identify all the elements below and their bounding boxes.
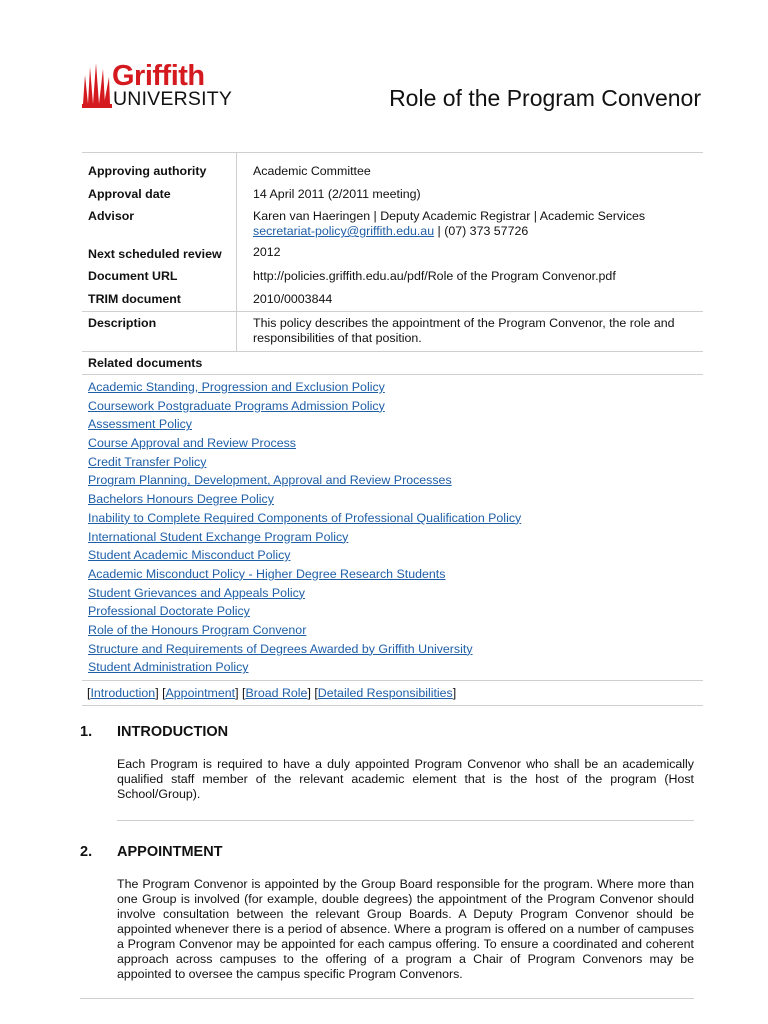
related-document-link[interactable]: International Student Exchange Program Policy <box>88 529 349 544</box>
meta-label: Document URL <box>88 269 178 283</box>
meta-value: 2012 <box>253 245 281 259</box>
advisor-phone: | (07) 373 57726 <box>434 224 529 238</box>
related-document-link[interactable]: Structure and Requirements of Degrees Awarded by Griffith University <box>88 641 473 656</box>
meta-value: 14 April 2011 (2/2011 meeting) <box>253 187 421 201</box>
advisor-name: Karen van Haeringen | Deputy Academic Registrar | Academic Services <box>253 209 646 223</box>
griffith-logo <box>82 61 262 113</box>
section-nav: [Introduction] [Appointment] [Broad Role] [Detailed Responsibilities] <box>87 686 457 700</box>
meta-value: This policy describes the appointment of the Program Convenor, the role and responsibilities of that position. <box>253 316 675 345</box>
nav-link-introduction[interactable]: Introduction <box>90 686 156 700</box>
related-document-link[interactable]: Professional Doctorate Policy <box>88 604 250 619</box>
nav-link-appointment[interactable]: Appointment <box>165 686 236 700</box>
meta-value: Academic Committee <box>253 164 371 178</box>
meta-value <box>253 209 701 239</box>
advisor-email-link[interactable]: secretariat-policy@griffith.edu.au <box>253 224 435 238</box>
related-document-link[interactable]: Credit Transfer Policy <box>88 454 207 469</box>
divider <box>117 820 694 821</box>
meta-label: Approving authority <box>88 164 207 178</box>
meta-value: http://policies.griffith.edu.au/pdf/Role of the Program Convenor.pdf <box>253 269 616 283</box>
related-documents-heading: Related documents <box>88 356 203 370</box>
related-document-link[interactable]: Bachelors Honours Degree Policy <box>88 492 274 507</box>
section-heading-introduction: INTRODUCTION <box>117 724 229 740</box>
divider <box>82 152 703 153</box>
related-documents-list <box>88 379 698 678</box>
related-document-link[interactable]: Course Approval and Review Process <box>88 436 296 451</box>
griffith-logo-mark-icon <box>82 63 112 109</box>
logo-wordmark-university: UNIVERSITY <box>113 88 233 110</box>
meta-label: Approval date <box>88 187 171 201</box>
appointment-paragraph: The Program Convenor is appointed by the Group Board responsible for the program. Where more than one Group is involved (for example, double degrees) the appointment of the Program Convenor should involve consultation between the relevant Group Boards. A Deputy Program Convenor should be appointed whenever there is a period of absence. Where a program is offered on a number of campuses a Program Convenor may be appointed for each campus offering. To ensure a coordinated and coherent approach across campuses to the offering of a program a Chair of Program Convenors may be appointed to oversee the campus specific Program Convenors. <box>117 877 694 981</box>
related-document-link[interactable]: Student Academic Misconduct Policy <box>88 548 291 563</box>
page-title: Role of the Program Convenor <box>389 85 701 111</box>
divider <box>82 351 703 352</box>
meta-label: TRIM document <box>88 292 181 306</box>
related-document-link[interactable]: Student Administration Policy <box>88 660 249 675</box>
divider <box>82 705 703 706</box>
introduction-paragraph: Each Program is required to have a duly appointed Program Convenor who shall be an academically qualified staff member of the relevant academic element that is the host of the program (Host School/Group). <box>117 757 694 801</box>
nav-link-detailed-responsibilities[interactable]: Detailed Responsibilities <box>317 686 453 700</box>
section-number: 2. <box>80 844 93 860</box>
related-document-link[interactable]: Student Grievances and Appeals Policy <box>88 585 305 600</box>
divider <box>80 998 694 999</box>
divider <box>82 374 703 375</box>
related-document-link[interactable]: Academic Standing, Progression and Exclusion Policy <box>88 380 385 394</box>
related-document-link[interactable]: Program Planning, Development, Approval and Review Processes <box>88 473 452 488</box>
logo-wordmark-griffith: Griffith <box>112 60 205 92</box>
meta-label: Description <box>88 316 157 330</box>
related-document-link[interactable]: Academic Misconduct Policy - Higher Degree Research Students <box>88 566 446 581</box>
section-number: 1. <box>80 724 93 740</box>
related-document-link[interactable]: Role of the Honours Program Convenor <box>88 622 307 637</box>
related-document-link[interactable]: Assessment Policy <box>88 417 192 432</box>
related-document-link[interactable]: Coursework Postgraduate Programs Admission Policy <box>88 398 385 413</box>
table-column-divider <box>236 152 237 352</box>
section-heading-appointment: APPOINTMENT <box>117 844 223 860</box>
divider <box>82 680 703 681</box>
nav-link-broad-role[interactable]: Broad Role <box>245 686 308 700</box>
meta-label: Next scheduled review <box>88 247 222 261</box>
divider <box>82 311 703 312</box>
related-document-link[interactable]: Inability to Complete Required Components of Professional Qualification Policy <box>88 510 522 525</box>
meta-label: Advisor <box>88 209 135 223</box>
meta-value: 2010/0003844 <box>253 292 333 306</box>
